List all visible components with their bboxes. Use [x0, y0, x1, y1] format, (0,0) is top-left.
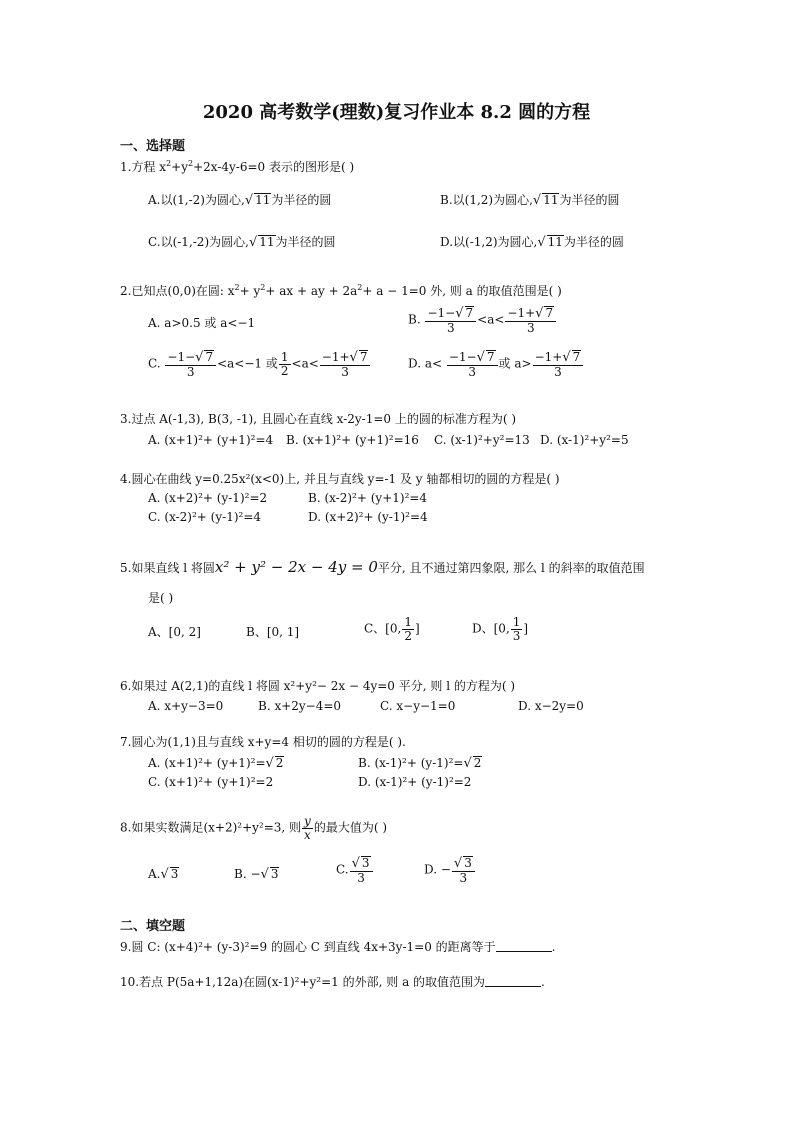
q5-option-d: D、[0, $\frac{1}{3}$ ]	[472, 615, 529, 643]
question-4-stem: 4.圆心在曲线 y=0.25x²(x<0)上, 并且与直线 y=-1 及 y 轴都相切的圆的方程是( )	[120, 472, 560, 486]
q4-option-c: C. (x-2)²+ (y-1)²=4	[148, 510, 262, 524]
q1-option-c: C.以(-1,-2)为圆心,√ 11为半径的圆	[148, 235, 336, 250]
answer-blank	[485, 976, 541, 987]
question-1-stem: 1.方程 $x^2+y^2+2x-4y-6=0$ 表示的图形是( )	[120, 159, 355, 174]
fraction: $\frac{-1+√ 7}{3}$	[533, 350, 584, 378]
q3-option-d: D. (x-1)²+y²=5	[540, 433, 629, 447]
fraction: $\frac{1}{2}$	[280, 350, 289, 378]
fraction: $\frac{-1+√ 7}{3}$	[505, 306, 556, 334]
q6-option-b: B. x+2y−4=0	[258, 699, 342, 713]
fraction: $\frac{-1+√ 7}{3}$	[320, 350, 371, 378]
q6-option-d: D. x−2y=0	[518, 699, 584, 713]
question-3-stem: 3.过点 A(-1,3), B(3, -1), 且圆心在直线 x-2y-1=0 上的圆的标准方程为( )	[120, 412, 517, 426]
q5-option-b: B、[0, 1]	[246, 625, 300, 639]
fraction: $\frac{-1-√ 7}{3}$	[447, 350, 498, 378]
fraction: $\frac{-1-√ 7}{3}$	[425, 306, 476, 334]
question-8-stem: 8.如果实数满足(x+2)²+y²=3, 则 $\frac{y}{x}$ 的最大值为( )	[120, 814, 388, 842]
section-choice-heading: 一、选择题	[120, 139, 186, 154]
q4-option-d: D. (x+2)²+ (y-1)²=4	[308, 510, 428, 524]
question-10-stem: 10.若点 P(5a+1,12a)在圆(x-1)²+y²=1 的外部, 则 a 的取值范围为 .	[120, 975, 545, 989]
question-5-stem-cont: 是( )	[148, 591, 174, 605]
q3-option-a: A. (x+1)²+ (y+1)²=4	[148, 433, 274, 447]
q7-option-c: C. (x+1)²+ (y+1)²=2	[148, 775, 274, 789]
q2-option-b: B. $\frac{-1-√ 7}{3}$ <a< $\frac{-1+√ 7}{3}$	[408, 306, 557, 334]
q8-option-d: D. − $\frac{√ 3}{3}$	[424, 856, 476, 884]
fraction: $\frac{1}{3}$	[512, 615, 521, 643]
question-9-stem: 9.圆 C: (x+4)²+ (y-3)²=9 的圆心 C 到直线 4x+3y-1=0 的距离等于 .	[120, 940, 556, 954]
question-7-stem: 7.圆心为(1,1)且与直线 x+y=4 相切的圆的方程是( ).	[120, 735, 406, 749]
q8-option-a: A.√ 3	[148, 867, 179, 882]
section-fill-heading: 二、填空题	[120, 919, 186, 934]
q3-option-b: B. (x+1)²+ (y+1)²=16	[286, 433, 419, 447]
question-6-stem: 6.如果过 A(2,1)的直线 l 将圆 x²+y²− 2x − 4y=0 平分, 则 l 的方程为( )	[120, 679, 516, 693]
answer-blank	[496, 941, 552, 952]
q7-option-b: B. (x-1)²+ (y-1)²=√ 2	[358, 756, 482, 771]
q2-option-a: A. a>0.5 或 a<−1	[148, 316, 256, 330]
page-title: 2020 高考数学(理数)复习作业本 8.2 圆的方程	[202, 102, 591, 123]
q6-option-c: C. x−y−1=0	[380, 699, 456, 713]
q2-option-d: D. a< $\frac{-1-√ 7}{3}$ 或 a> $\frac{-1+√ 7}{3}$	[408, 350, 584, 378]
question-5-stem: 5.如果直线 l 将圆x² + y² − 2x − 4y = 0平分, 且不通过第四象限, 那么 l 的斜率的取值范围	[120, 558, 645, 576]
q3-option-c: C. (x-1)²+y²=13	[434, 433, 530, 447]
q1-option-b: B.以(1,2)为圆心,√ 11为半径的圆	[440, 193, 620, 208]
q6-option-a: A. x+y−3=0	[148, 699, 224, 713]
fraction: $\frac{1}{2}$	[404, 615, 412, 643]
q5-option-a: A、[0, 2]	[148, 625, 201, 639]
q1-option-d: D.以(-1,2)为圆心,√ 11为半径的圆	[440, 235, 624, 250]
q4-option-b: B. (x-2)²+ (y+1)²=4	[308, 491, 428, 505]
q8-option-b: B. −√ 3	[234, 867, 279, 882]
q5-option-c: C、[0, $\frac{1}{2}$ ]	[364, 615, 420, 643]
q1-option-a: A.以(1,-2)为圆心,√ 11为半径的圆	[148, 193, 332, 208]
fraction: $\frac{√ 3}{3}$	[452, 856, 475, 884]
question-2-stem: 2.已知点(0,0)在圆: $x^2+ y^2+$ ax + ay + $2a^2+ a - 1=0$ 外, 则 a 的取值范围是( )	[120, 283, 562, 298]
fraction: $\frac{√ 3}{3}$	[350, 856, 373, 884]
q4-option-a: A. (x+2)²+ (y-1)²=2	[148, 491, 268, 505]
q7-option-d: D. (x-1)²+ (y-1)²=2	[358, 775, 472, 789]
q7-option-a: A. (x+1)²+ (y+1)²=√ 2	[148, 756, 284, 771]
q8-option-c: C. $\frac{√ 3}{3}$	[336, 856, 374, 884]
fraction: $\frac{-1-√ 7}{3}$	[165, 350, 216, 378]
q2-option-c: C. $\frac{-1-√ 7}{3}$ <a<−1 或 $\frac{1}{2}$ <a< $\frac{-1+√ 7}{3}$	[148, 350, 371, 378]
fraction: $\frac{y}{x}$	[304, 814, 311, 842]
